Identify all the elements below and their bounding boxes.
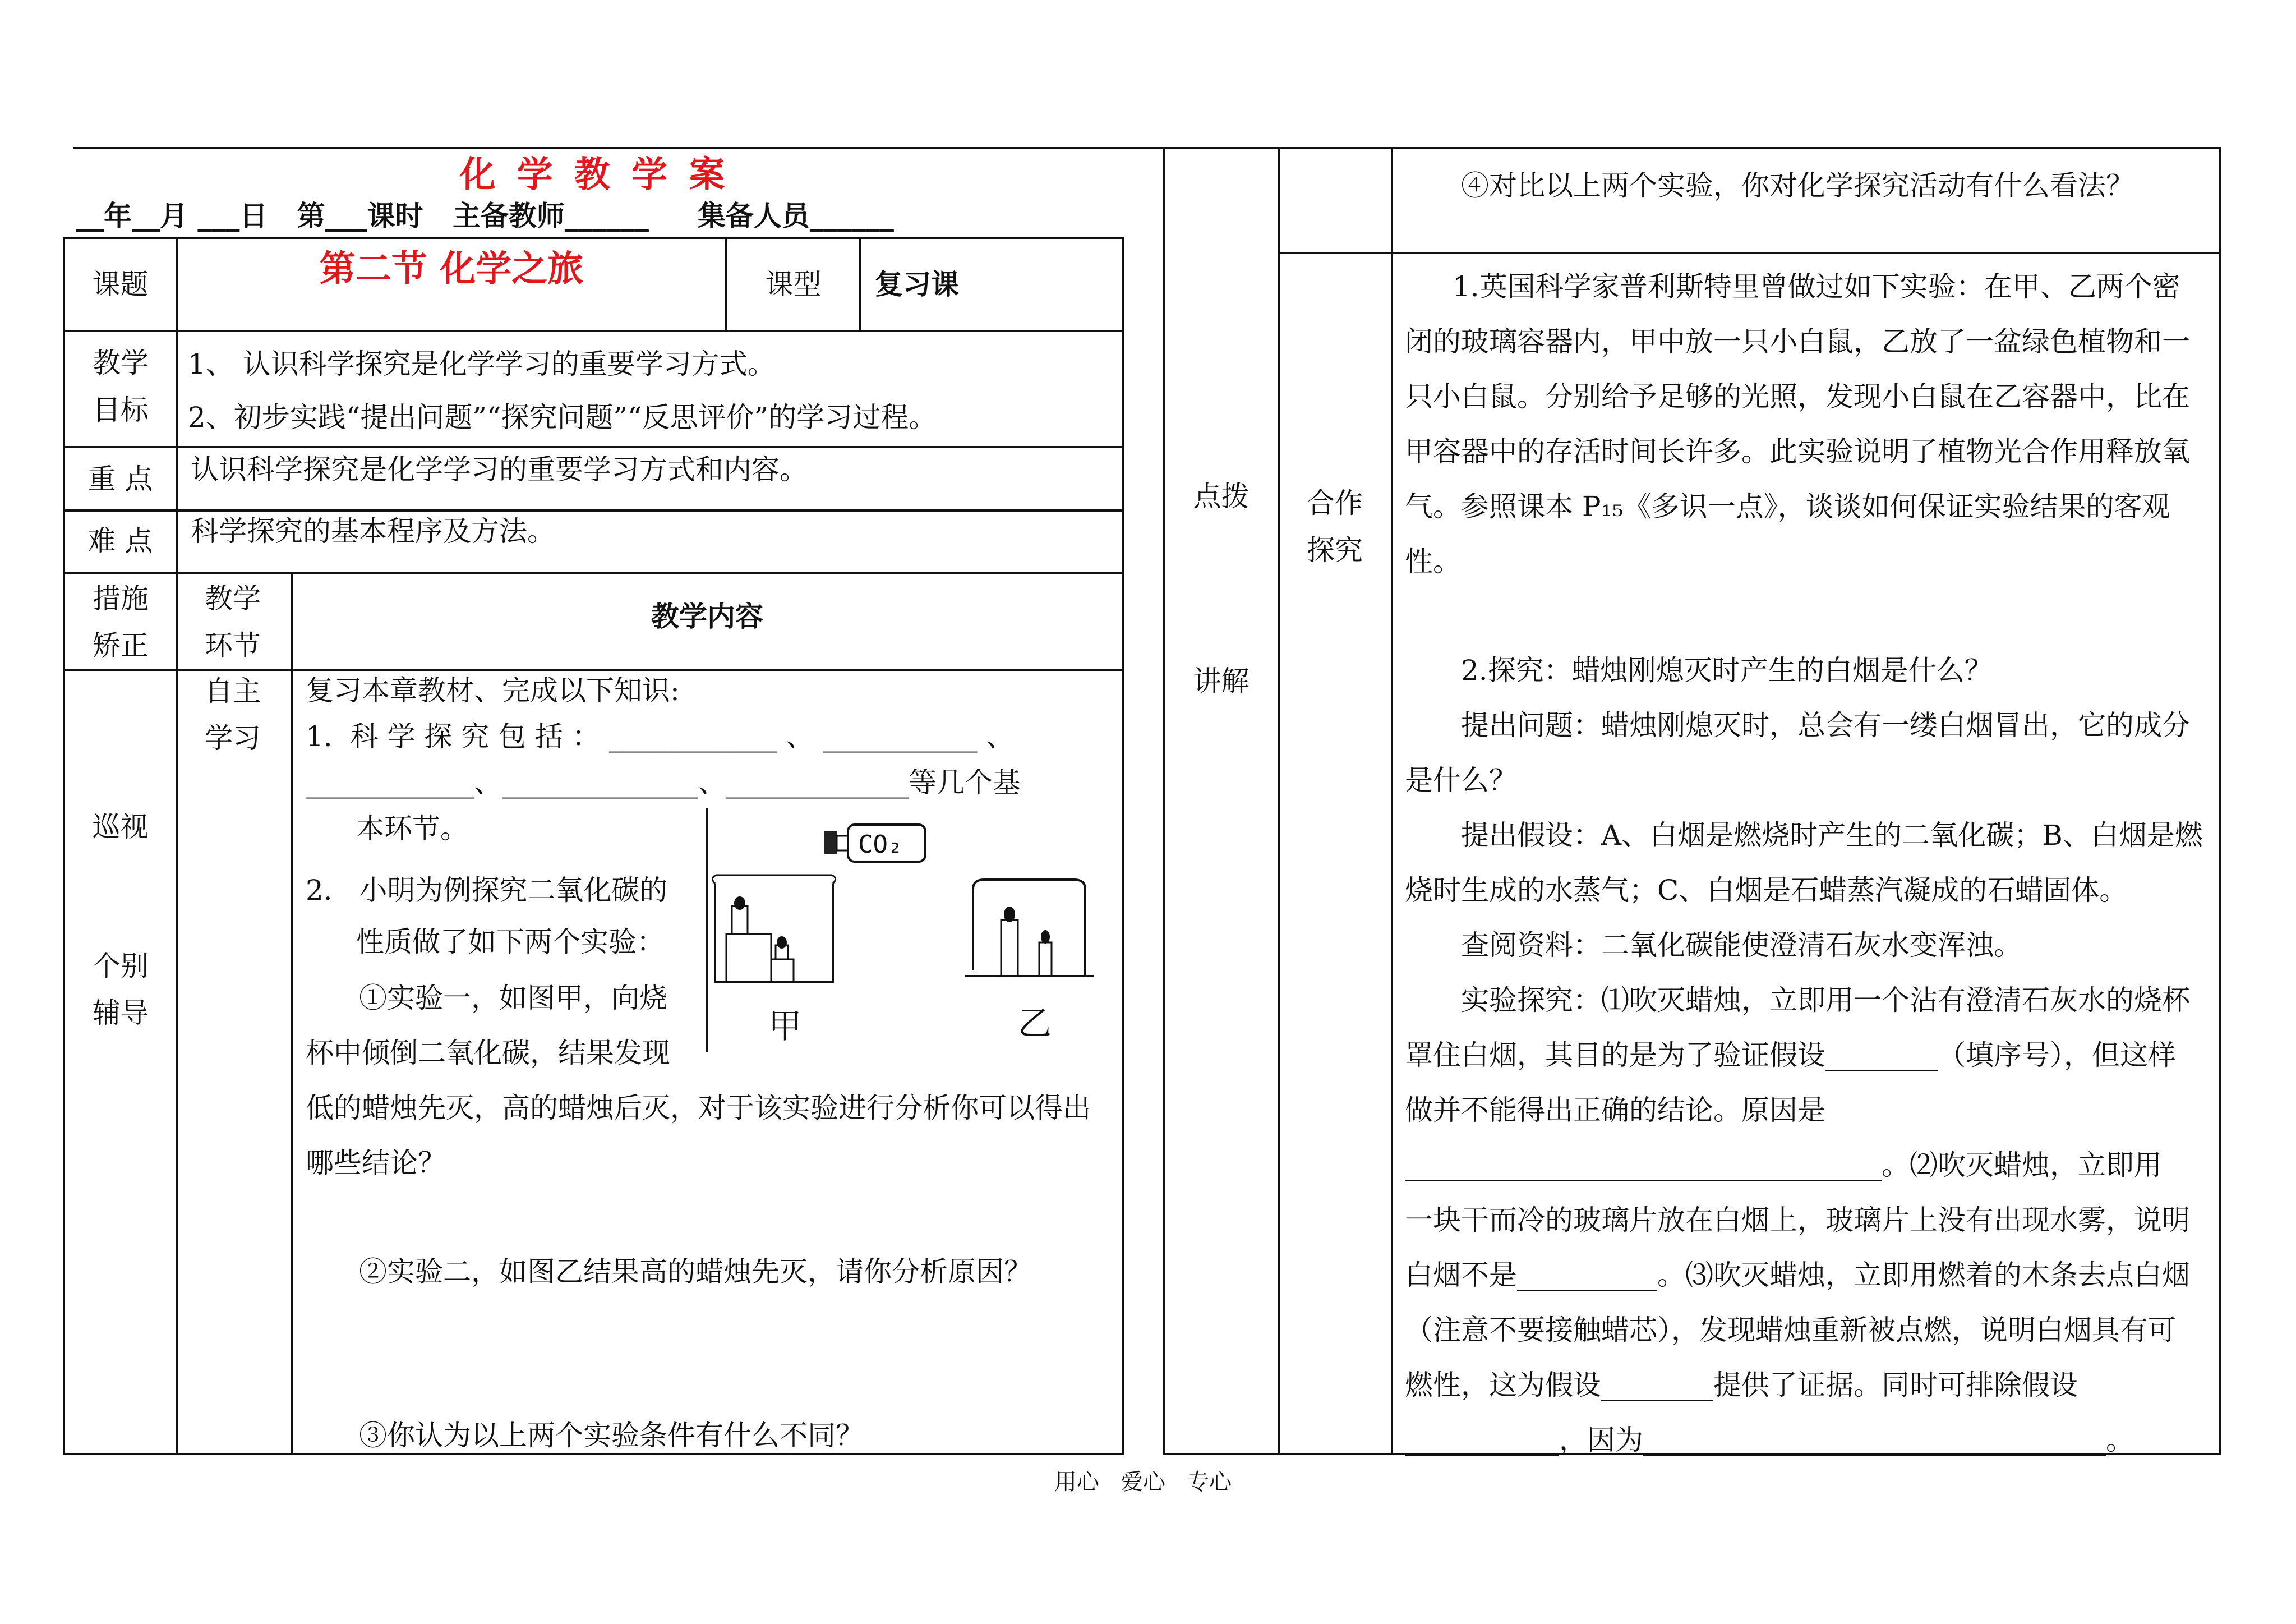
difficulty-label: 难 点 bbox=[87, 525, 153, 557]
col-stage-header: 教学环节 bbox=[205, 582, 261, 662]
content-intro: 复习本章教材、完成以下知识: bbox=[306, 674, 680, 707]
exp1-line-b: 杯中倾倒二氧化碳，结果发现 bbox=[306, 1037, 670, 1069]
p1-line-3: 只小白鼠。分别给予足够的光照，发现小白鼠在乙容器中，比在 bbox=[1405, 380, 2190, 413]
p2-line-15: ___________，因为_________________________________。 bbox=[1405, 1424, 2134, 1456]
label-yi: 乙 bbox=[1018, 1004, 1052, 1043]
type-value: 复习课 bbox=[875, 268, 959, 301]
goal-2: 2、初步实践“提出问题”“探究问题”“反思评价”的学习过程。 bbox=[188, 401, 937, 434]
p2-line-12: 白烟不是__________。⑶吹灭蜡烛，立即用燃着的木条去点白烟 bbox=[1405, 1259, 2190, 1291]
p2-line-6: 查阅资料：二氧化碳能使澄清石灰水变浑浊。 bbox=[1461, 929, 2022, 961]
measure-patrol: 巡视 bbox=[92, 811, 149, 843]
col-content-header: 教学内容 bbox=[651, 600, 763, 633]
p2-line-7: 实验探究：⑴吹灭蜡烛，立即用一个沾有澄清石灰水的烧杯 bbox=[1461, 984, 2190, 1016]
exp1-line-a: ①实验一，如图甲，向烧 bbox=[359, 982, 667, 1014]
p2-line-5: 烧时生成的水蒸气；C、白烟是石蜡蒸汽凝成的石蜡固体。 bbox=[1405, 874, 2128, 907]
p1-line-2: 闭的玻璃容器内，甲中放一只小白鼠，乙放了一盆绿色植物和一 bbox=[1405, 325, 2190, 358]
p2-line-14: 燃性，这为假设________提供了证据。同时可排除假设 bbox=[1405, 1369, 2078, 1401]
exp3-question: ③你认为以上两个实验条件有什么不同？ bbox=[359, 1419, 864, 1452]
label-jia: 甲 bbox=[768, 1007, 802, 1046]
info-line: __年__月 ___日 第___课时 主备教师______ 集备人员______ bbox=[76, 199, 894, 232]
side-label-explain: 讲解 bbox=[1193, 665, 1250, 697]
exp1-line-c: 低的蜡烛先灭，高的蜡烛后灭，对于该实验进行分析你可以得出 bbox=[306, 1092, 1091, 1124]
q2-line-b: 性质做了如下两个实验： bbox=[356, 926, 665, 958]
experiment-diagram bbox=[704, 808, 1108, 1066]
page-footer: 用心 爱心 专心 bbox=[1054, 1469, 1232, 1495]
p1-line-5: 气。参照课本 P₁₅《多识一点》，谈谈如何保证实验结果的客观性。 bbox=[1405, 490, 2170, 578]
exp2-question: ②实验二，如图乙结果高的蜡烛先灭，请你分析原因？ bbox=[359, 1255, 1032, 1288]
co2-label: CO₂ bbox=[858, 830, 903, 859]
q1-line-c: 本环节。 bbox=[356, 812, 468, 845]
goal-1: 1、 认识科学探究是化学学习的重要学习方式。 bbox=[188, 348, 776, 380]
topic-label: 课题 bbox=[92, 268, 149, 301]
beaker-jia bbox=[712, 875, 835, 982]
p2-line-3: 是什么？ bbox=[1405, 764, 1517, 797]
q1-line-a: 1. 科 学 探 究 包 括 ： ____________ 、 ___________ 、 bbox=[306, 720, 1015, 753]
type-label: 课型 bbox=[765, 268, 822, 301]
p1-line-1: 1.英国科学家普利斯特里曾做过如下实验：在甲、乙两个密 bbox=[1453, 270, 2180, 303]
key-value: 认识科学探究是化学学习的重要学习方式和内容。 bbox=[191, 453, 808, 486]
difficulty-value: 科学探究的基本程序及方法。 bbox=[191, 515, 555, 548]
stage-self-study: 自主学习 bbox=[205, 675, 261, 755]
goal-label: 教学目标 bbox=[93, 347, 149, 426]
topic-value: 第二节 化学之旅 bbox=[319, 248, 584, 290]
p2-line-11: 一块干而冷的玻璃片放在白烟上，玻璃片上没有出现水雾，说明 bbox=[1405, 1204, 2190, 1236]
q2-line-a: 2. 小明为例探究二氧化碳的 bbox=[306, 874, 668, 907]
p1-line-4: 甲容器中的存活时间长许多。此实验说明了植物光合作用释放氧 bbox=[1405, 435, 2190, 468]
coop-label: 合作探究 bbox=[1307, 487, 1363, 567]
q1-line-b: ____________、______________、_____________等几个基 bbox=[306, 766, 1021, 799]
container-yi bbox=[965, 880, 1094, 976]
p2-line-1: 2.探究：蜡烛刚熄灭时产生的白烟是什么？ bbox=[1461, 654, 1993, 687]
p2-line-13: （注意不要接触蜡芯），发现蜡烛重新被点燃，说明白烟具有可 bbox=[1405, 1314, 2176, 1346]
p2-line-8: 罩住白烟，其目的是为了验证假设________（填序号），但这样 bbox=[1405, 1039, 2176, 1071]
p2-line-10: __________________________________。⑵吹灭蜡烛，立即用 bbox=[1405, 1149, 2162, 1181]
exp1-line-d: 哪些结论？ bbox=[306, 1147, 446, 1179]
page-title: 化 学 教 学 案 bbox=[459, 154, 730, 196]
p2-line-9: 做并不能得出正确的结论。原因是 bbox=[1405, 1094, 1825, 1126]
q4-question: ④对比以上两个实验，你对化学探究活动有什么看法？ bbox=[1461, 169, 2134, 202]
col-measure-header: 措施矫正 bbox=[93, 582, 149, 662]
key-label: 重 点 bbox=[87, 463, 153, 495]
measure-tutoring: 个别辅导 bbox=[93, 950, 149, 1029]
side-label-guide: 点拨 bbox=[1193, 480, 1250, 513]
p2-line-4: 提出假设：A、白烟是燃烧时产生的二氧化碳；B、白烟是燃 bbox=[1461, 819, 2203, 852]
p2-line-2: 提出问题：蜡烛刚熄灭时，总会有一缕白烟冒出，它的成分 bbox=[1461, 709, 2190, 742]
